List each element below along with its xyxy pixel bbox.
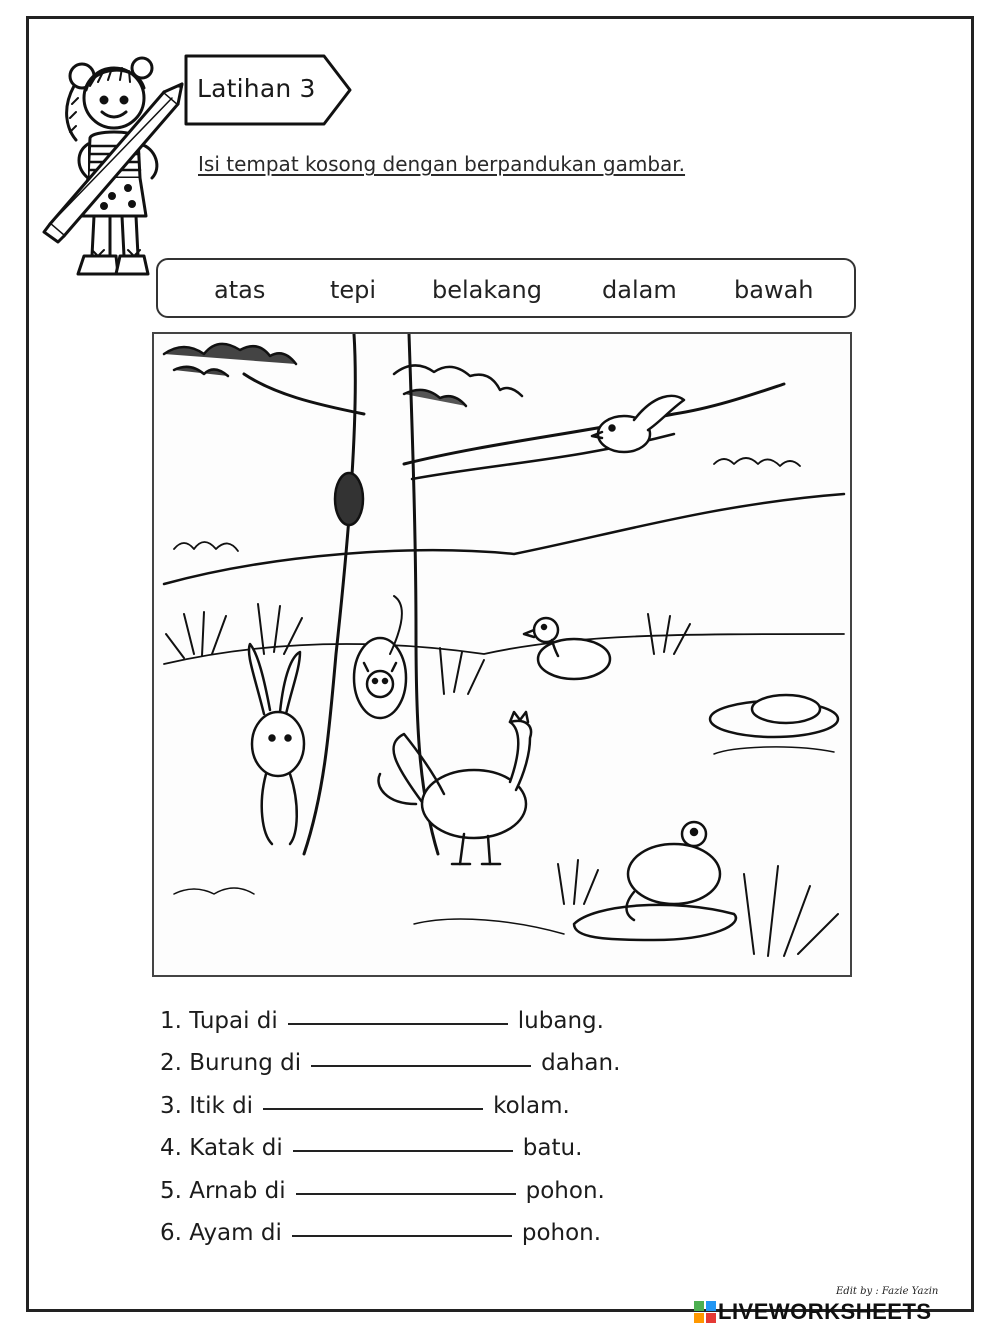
word-bank-item: bawah <box>734 276 814 304</box>
question-number: 3. <box>160 1093 182 1119</box>
answer-blank[interactable] <box>288 1023 508 1025</box>
question-number: 6. <box>160 1220 182 1246</box>
question-number: 2. <box>160 1050 182 1076</box>
question-subject: Burung di <box>189 1050 302 1076</box>
answer-blank[interactable] <box>311 1065 531 1067</box>
girl-with-pencil-icon <box>32 28 192 280</box>
question-object: pohon. <box>521 1220 602 1246</box>
question-subject: Arnab di <box>189 1178 286 1204</box>
forest-scene-icon <box>154 334 850 975</box>
question-object: pohon. <box>525 1178 605 1204</box>
answer-blank[interactable] <box>292 1235 512 1237</box>
question-object: dahan. <box>541 1050 621 1076</box>
edit-credit: Edit by : Fazie Yazin <box>836 1286 939 1297</box>
question-6 <box>160 1220 601 1246</box>
word-bank-item: belakang <box>432 276 543 304</box>
liveworksheets-logo-icon[interactable] <box>694 1298 994 1328</box>
question-1 <box>160 1008 604 1034</box>
answer-blank[interactable] <box>293 1150 513 1152</box>
scene-illustration <box>152 332 852 977</box>
brand-name: LIVEWORKSHEETS <box>718 1299 932 1324</box>
question-subject: Itik di <box>189 1093 254 1119</box>
word-bank-item: dalam <box>602 276 677 304</box>
question-number: 4. <box>160 1135 182 1161</box>
question-object: batu. <box>522 1135 583 1161</box>
question-subject: Katak di <box>189 1135 283 1161</box>
word-bank <box>156 258 856 318</box>
title-tag <box>184 54 354 126</box>
instruction-text: Isi tempat kosong dengan berpandukan gambar. <box>198 152 686 176</box>
answer-blank[interactable] <box>296 1193 516 1195</box>
question-3 <box>160 1093 570 1119</box>
word-bank-item: tepi <box>330 276 377 304</box>
question-4 <box>160 1135 582 1161</box>
answer-blank[interactable] <box>263 1108 483 1110</box>
question-subject: Tupai di <box>189 1008 278 1034</box>
question-number: 1. <box>160 1008 182 1034</box>
question-object: kolam. <box>493 1093 570 1119</box>
question-5 <box>160 1178 605 1204</box>
word-bank-item: atas <box>214 276 266 304</box>
page-title: Latihan 3 <box>197 74 316 103</box>
question-number: 5. <box>160 1178 182 1204</box>
question-subject: Ayam di <box>189 1220 282 1246</box>
question-object: lubang. <box>517 1008 604 1034</box>
question-2 <box>160 1050 620 1076</box>
logo-squares-icon <box>694 1301 716 1325</box>
